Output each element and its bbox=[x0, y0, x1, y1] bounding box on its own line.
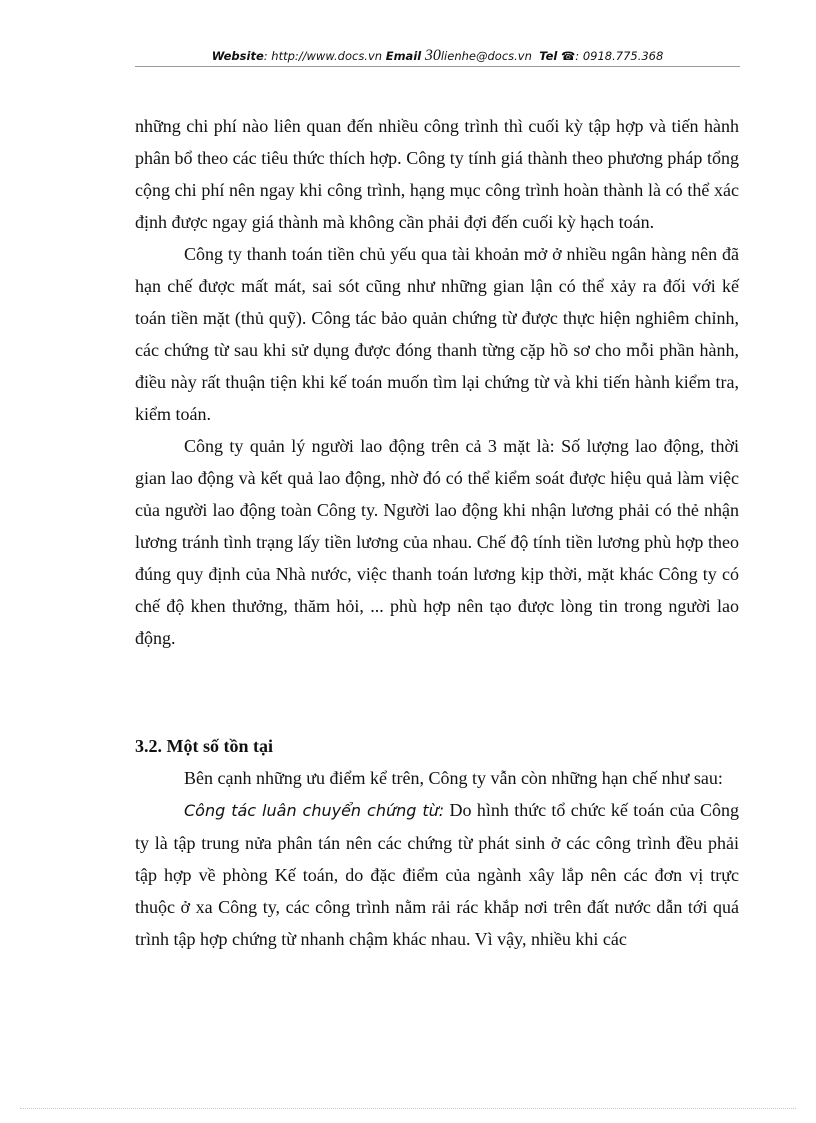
tel-label: Tel bbox=[539, 49, 558, 63]
website-value: : http://www.docs.vn bbox=[263, 49, 383, 63]
page-number: 30 bbox=[424, 47, 441, 64]
section-item-1 bbox=[135, 794, 739, 955]
item-lead: Công tác luân chuyển chứng từ: bbox=[184, 801, 445, 820]
paragraph-1: những chi phí nào liên quan đến nhiều công trình thì cuối kỳ tập hợp và tiến hành phân bổ theo các tiêu thức thích hợp. Công ty tính giá thành theo phương pháp tổng cộng chi phí nên ngay khi công trình, hạng mục công trình hoàn thành là có thể xác định được ngay giá thành mà không cần phải đợi đến cuối kỳ hạch toán. bbox=[135, 116, 739, 232]
document-body bbox=[135, 110, 739, 955]
website-label: Website bbox=[211, 49, 264, 63]
paragraph-3: Công ty quản lý người lao động trên cả 3 mặt là: Số lượng lao động, thời gian lao động và kết quả lao động, nhờ đó có thể kiểm soát được hiệu quả làm việc của người lao động toàn Công ty. Người lao động khi nhận lương phải có thẻ nhận lương tránh tình trạng lấy tiền lương của nhau. Chế độ tính tiền lương phù hợp theo đúng quy định của Nhà nước, việc thanh toán lương kịp thời, mặt khác Công ty có chế độ khen thưởng, thăm hỏi, ... phù hợp nên tạo được lòng tin trong người lao động. bbox=[135, 436, 739, 648]
section-heading: 3.2. Một số tồn tại bbox=[135, 736, 273, 756]
paragraph-2: Công ty thanh toán tiền chủ yếu qua tài khoản mở ở nhiều ngân hàng nên đã hạn chế được mất mát, sai sót cũng như những gian lận có thể xảy ra đối với kế toán tiền mặt (thủ quỹ). Công tác bảo quản chứng từ được thực hiện nghiêm chỉnh, các chứng từ sau khi sử dụng được đóng thanh từng cặp hồ sơ cho mỗi phần hành, điều này rất thuận tiện khi kế toán muốn tìm lại chứng từ và khi tiến hành kiểm tra, kiểm toán. bbox=[135, 244, 739, 424]
header-rule bbox=[135, 66, 740, 67]
footer-divider bbox=[20, 1108, 796, 1109]
email-label: Email bbox=[385, 49, 422, 63]
section-intro: Bên cạnh những ưu điểm kể trên, Công ty vẫn còn những hạn chế như sau: bbox=[184, 768, 723, 788]
page-header bbox=[135, 47, 740, 65]
item-text: Do hình thức tổ chức kế toán của Công ty là tập trung nửa phân tán nên các chứng từ phát sinh ở các công trình đều phải tập hợp về phòng Kế toán, do đặc điểm của ngành xây lắp nên các đơn vị trực thuộc ở xa Công ty, các công trình nằm rải rác khắp nơi trên đất nước dẫn tới quá trình tập hợp chứng từ nhanh chậm khác nhau. Vì vậy, nhiều khi các bbox=[135, 800, 739, 949]
email-value: lienhe@docs.vn bbox=[440, 49, 532, 63]
phone-icon: ☎ bbox=[560, 49, 576, 63]
tel-value: : 0918.775.368 bbox=[575, 49, 664, 63]
